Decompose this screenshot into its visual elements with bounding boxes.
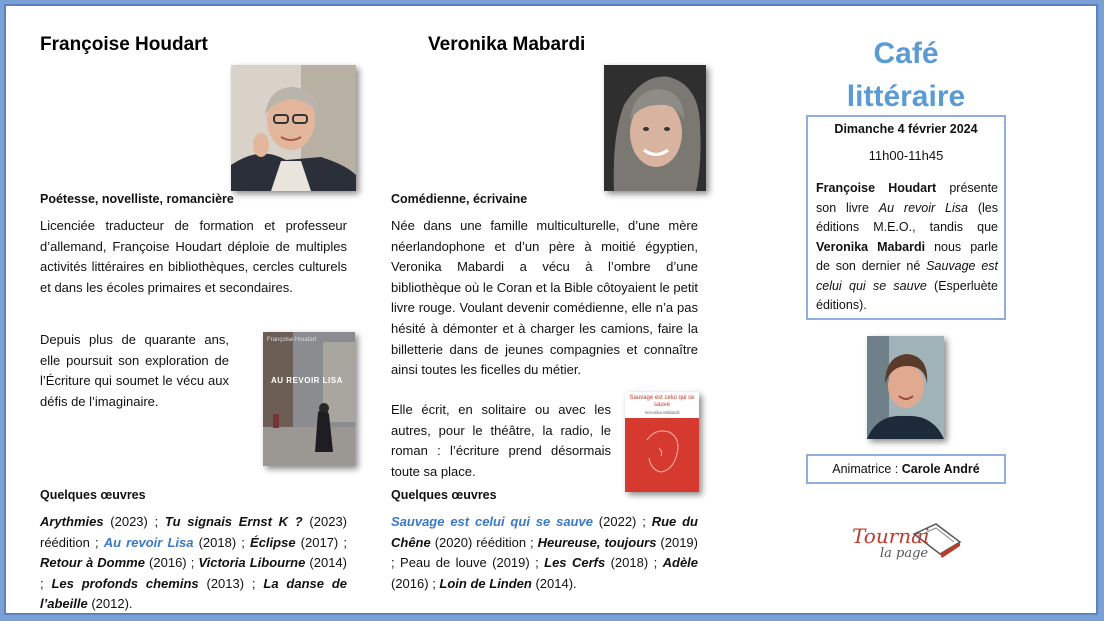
portrait-carole-andre-image — [867, 336, 944, 439]
event-description — [816, 179, 998, 316]
host-box — [806, 454, 1006, 484]
author-name-mabardi: Veronika Mabardi — [428, 34, 586, 55]
works-title-houdart: Quelques œuvres — [40, 488, 146, 502]
work-year: (2016) ; — [391, 575, 440, 591]
logo-line-1: Tournai — [852, 524, 930, 548]
desc-author-1: Françoise Houdart — [816, 181, 937, 195]
portrait-houdart-image — [231, 65, 356, 191]
event-info-box — [806, 115, 1006, 320]
work-title: Tu signais Ernst K ? — [164, 514, 303, 529]
work-title: Éclipse — [250, 534, 296, 550]
work-year: (2019) ; Peau de louve (2019) ; — [391, 534, 698, 570]
portrait-houdart — [231, 65, 356, 191]
work-year: (2017) ; — [295, 534, 348, 550]
desc-author-2: Veronika Mabardi — [816, 239, 926, 254]
tournai-la-page-logo — [848, 520, 968, 572]
work-title: Les profonds chemins — [51, 575, 199, 591]
book-cover-title-sauvage: Sauvage est celui qui se sauve — [629, 395, 695, 408]
work-year: (2014). — [531, 575, 577, 591]
book-cover-sauvage-drawing — [625, 392, 699, 492]
work-title: Loin de Linden — [439, 575, 532, 591]
work-year: (2016) ; — [144, 555, 199, 570]
work-year: (2014) ; — [40, 555, 347, 591]
desc-book-2: Sauvage est celui qui se sauve — [816, 259, 998, 293]
book-cover-au-revoir-lisa — [263, 332, 355, 466]
desc-book-1: Au revoir Lisa — [878, 200, 968, 215]
book-cover-title-lisa: AU REVOIR LISA — [271, 376, 343, 385]
role-houdart: Poétesse, novelliste, romancière — [40, 192, 234, 206]
desc-text: (Esperluète éditions). — [816, 278, 998, 312]
work-title: Rue du Chêne — [391, 514, 698, 550]
work-year: (2022) ; — [592, 514, 652, 529]
logo-line-2: la page — [880, 546, 929, 561]
work-year: (2013) ; — [198, 575, 264, 591]
work-title: Les Cerfs — [544, 555, 606, 570]
role-mabardi: Comédienne, écrivaine — [391, 192, 528, 206]
event-time: 11h00-11h45 — [868, 148, 944, 163]
work-title: Heureuse, toujours — [537, 534, 657, 550]
portrait-mabardi — [604, 65, 706, 191]
work-title-highlighted: Au revoir Lisa — [103, 534, 194, 550]
author-name-houdart: Françoise Houdart — [40, 34, 208, 55]
work-year: (2023) ; — [103, 514, 165, 529]
work-year: (2020) réédition ; — [430, 534, 538, 550]
bio-houdart-2: Depuis plus de quarante ans, elle poursuit son exploration de l’Écriture qui soumet le vécu aux défis de l’imaginaire. — [40, 332, 229, 409]
work-title-highlighted: Sauvage est celui qui se sauve — [391, 514, 593, 529]
event-date: Dimanche 4 février 2024 — [834, 122, 978, 136]
book-cover-author-houdart: Françoise Houdart — [267, 337, 317, 343]
work-title: Arythmies — [40, 514, 104, 529]
work-year: (2012). — [87, 596, 133, 611]
host-name: Carole André — [901, 462, 980, 476]
work-year: (2023) réédition ; — [40, 514, 348, 550]
portrait-carole-andre — [867, 336, 944, 439]
portrait-mabardi-image — [604, 65, 706, 191]
bio-houdart-1: Licenciée traducteur de formation et professeur d’allemand, Françoise Houdart déploie de multiples activités littéraires en bibliothèques, cercles culturels et dans les écoles primaires et secondaires. — [40, 218, 347, 295]
works-list-mabardi — [391, 512, 698, 594]
work-year: (2018) ; — [193, 534, 251, 550]
works-title-mabardi: Quelques œuvres — [391, 488, 497, 502]
book-cover-au-revoir-lisa-image — [263, 332, 355, 466]
desc-text: nous parle de son dernier né — [816, 239, 998, 273]
book-cover-author-mabardi: Veronika Mabardi — [644, 410, 680, 415]
event-title-line-2: littéraire — [846, 80, 966, 113]
work-title: Adèle — [662, 555, 699, 570]
bio-mabardi-2: Elle écrit, en solitaire ou avec les autres, pour le théâtre, la radio, le roman : l’écriture prend désormais toute sa place. — [391, 402, 611, 479]
work-title: Victoria Libourne — [198, 555, 306, 570]
work-year: (2018) ; — [605, 555, 663, 570]
works-list-houdart — [40, 512, 347, 615]
desc-text: présente son livre — [816, 181, 998, 215]
book-cover-sauvage — [625, 392, 699, 492]
event-title — [808, 32, 1004, 118]
bio-mabardi-1: Née dans une famille multiculturelle, d’une mère néerlandophone et d’un père à moitié égyptien, Veronika Mabardi a vécu à l’ombre d’une bibliothèque où le Coran et la Bible côtoyaient le petit livre rouge. Voulant devenir comédienne, elle n’a pas hésité à démonter et à charger les camions, faire la billetterie dans de jeunes compagnies et connaître ainsi toutes les ficelles du métier. — [391, 218, 698, 378]
desc-text: (les éditions M.E.O., tandis que — [816, 200, 998, 234]
event-title-line-1: Café — [873, 37, 939, 70]
work-title: Retour à Domme — [40, 555, 145, 570]
host-label: Animatrice : — [832, 462, 902, 476]
work-title: La danse de l’abeille — [40, 575, 347, 611]
